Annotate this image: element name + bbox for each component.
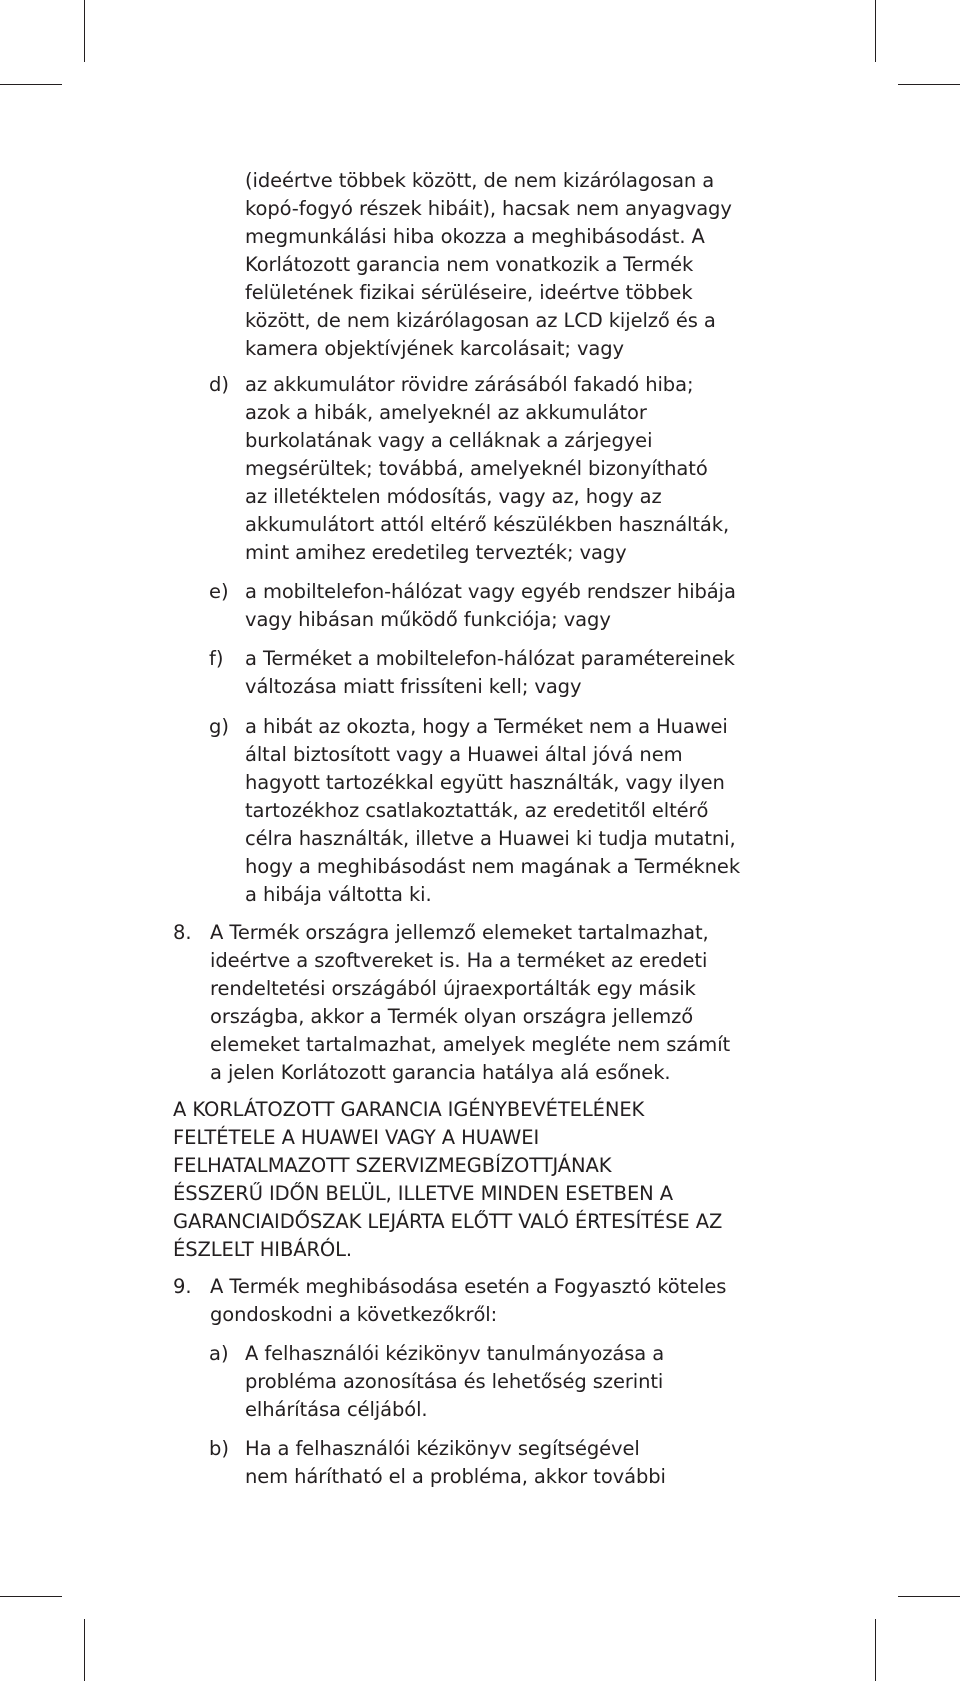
text-line: ideértve a szoftvereket is. Ha a terméket az eredeti: [210, 949, 708, 972]
crop-mark-bottom-left-h: [0, 1596, 62, 1597]
list-marker: b): [209, 1437, 229, 1460]
list-marker: 9.: [173, 1275, 192, 1298]
text-line: FELHATALMAZOTT SZERVIZMEGBÍZOTTJÁNAK: [173, 1154, 612, 1177]
crop-mark-top-left-h: [0, 84, 62, 85]
text-line: által biztosított vagy a Huawei által jóvá nem: [245, 743, 683, 766]
text-line: kopó-fogyó részek hibáit), hacsak nem anyagvagy: [245, 197, 732, 220]
crop-mark-bottom-right-h: [898, 1596, 960, 1597]
text-line: A Termék meghibásodása esetén a Fogyasztó köteles: [210, 1275, 727, 1298]
text-line: felületének fizikai sérüléseire, ideértve többek: [245, 281, 693, 304]
text-line: ÉSSZERŰ IDŐN BELÜL, ILLETVE MINDEN ESETBEN A: [173, 1182, 674, 1205]
text-line: gondoskodni a következőkről:: [210, 1303, 498, 1326]
text-line: tartozékhoz csatlakoztatták, az eredetitől eltérő: [245, 799, 709, 822]
text-line: A felhasználói kézikönyv tanulmányozása a: [245, 1342, 665, 1365]
text-line: GARANCIAIDŐSZAK LEJÁRTA ELŐTT VALÓ ÉRTESÍTÉSE AZ: [173, 1210, 723, 1233]
list-marker: g): [209, 715, 229, 738]
text-line: elemeket tartalmazhat, amelyek megléte nem számít: [210, 1033, 731, 1056]
text-line: Ha a felhasználói kézikönyv segítségével: [245, 1437, 640, 1460]
text-line: A Termék országra jellemző elemeket tartalmazhat,: [210, 921, 709, 944]
crop-mark-top-left: [84, 0, 85, 62]
text-line: között, de nem kizárólagosan az LCD kijelző és a: [245, 309, 716, 332]
text-line: megsérültek; továbbá, amelyeknél bizonyítható: [245, 457, 708, 480]
text-line: hagyott tartozékkal együtt használták, vagy ilyen: [245, 771, 725, 794]
text-line: elhárítása céljából.: [245, 1398, 428, 1421]
text-line: mint amihez eredetileg tervezték; vagy: [245, 541, 627, 564]
text-line: megmunkálási hiba okozza a meghibásodást. A: [245, 225, 705, 248]
text-line: (ideértve többek között, de nem kizárólagosan a: [245, 169, 715, 192]
text-line: Korlátozott garancia nem vonatkozik a Termék: [245, 253, 694, 276]
text-line: az illetéktelen módosítás, vagy az, hogy az: [245, 485, 662, 508]
list-marker: a): [209, 1342, 229, 1365]
list-marker: f): [209, 647, 224, 670]
text-line: a hibát az okozta, hogy a Terméket nem a Huawei: [245, 715, 728, 738]
crop-mark-bottom-left: [84, 1619, 85, 1681]
crop-mark-bottom-right: [875, 1619, 876, 1681]
text-line: nem hárítható el a probléma, akkor további: [245, 1465, 666, 1488]
text-line: a Terméket a mobiltelefon-hálózat paramétereinek: [245, 647, 735, 670]
text-line: célra használták, illetve a Huawei ki tudja mutatni,: [245, 827, 736, 850]
text-line: a jelen Korlátozott garancia hatálya alá esőnek.: [210, 1061, 671, 1084]
text-line: rendeltetési országából újraexportálták egy másik: [210, 977, 696, 1000]
list-marker: d): [209, 373, 229, 396]
text-line: akkumulátort attól eltérő készülékben használták,: [245, 513, 730, 536]
crop-mark-top-right-h: [898, 84, 960, 85]
text-line: a hibája váltotta ki.: [245, 883, 432, 906]
list-marker: e): [209, 580, 229, 603]
text-line: probléma azonosítása és lehetőség szerinti: [245, 1370, 664, 1393]
text-line: azok a hibák, amelyeknél az akkumulátor: [245, 401, 647, 424]
text-line: változása miatt frissíteni kell; vagy: [245, 675, 582, 698]
text-line: országba, akkor a Termék olyan országra jellemző: [210, 1005, 694, 1028]
text-line: az akkumulátor rövidre zárásából fakadó hiba;: [245, 373, 694, 396]
crop-mark-top-right: [875, 0, 876, 62]
text-line: kamera objektívjének karcolásait; vagy: [245, 337, 624, 360]
text-line: A KORLÁTOZOTT GARANCIA IGÉNYBEVÉTELÉNEK: [173, 1098, 645, 1121]
text-line: hogy a meghibásodást nem magának a Terméknek: [245, 855, 741, 878]
text-line: burkolatának vagy a celláknak a zárjegyei: [245, 429, 653, 452]
text-line: vagy hibásan működő funkciója; vagy: [245, 608, 611, 631]
text-line: ÉSZLELT HIBÁRÓL.: [173, 1238, 353, 1261]
text-line: FELTÉTELE A HUAWEI VAGY A HUAWEI: [173, 1126, 540, 1149]
list-marker: 8.: [173, 921, 192, 944]
text-line: a mobiltelefon-hálózat vagy egyéb rendszer hibája: [245, 580, 736, 603]
